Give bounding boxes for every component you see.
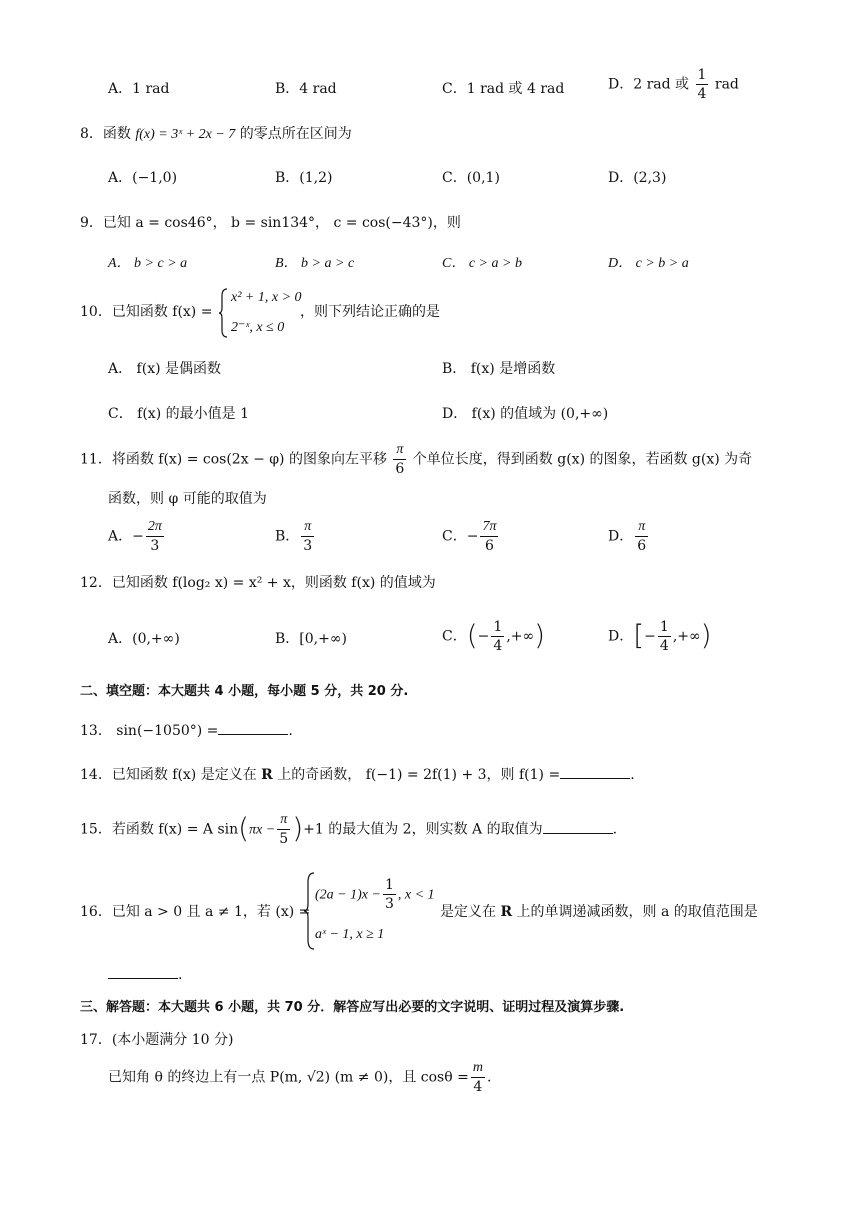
q11-stem-line-2: 函数，则 φ 可能的取值为: [108, 491, 267, 507]
q15: 15．若函数 f(x) = A sin(πx − $\frac{\pi}{5}$ )+1 的最大值为 2，则实数 A 的取值为 .: [80, 811, 618, 847]
q11-option-b: B． $\frac{\pi}{3}$: [275, 519, 313, 554]
q10-case-2: 2⁻ˣ, x ≤ 0: [231, 320, 285, 335]
answer-blank: [560, 777, 630, 779]
q9-option-d: D． c > b > a: [608, 256, 689, 271]
q9-stem: 9．已知 a = cos46°， b = sin134°， c = cos(−43°)，则: [80, 215, 461, 231]
q7-option-a: A．1 rad: [108, 81, 170, 97]
answer-blank: [218, 733, 288, 735]
answer-blank: [543, 832, 613, 834]
q13: 13． sin(−1050°) = .: [80, 723, 293, 739]
fraction: $\frac{1}{3}$: [384, 877, 394, 912]
q14: 14．已知函数 f(x) 是定义在 R 上的奇函数， f(−1) = 2f(1) + 3，则 f(1) = .: [80, 767, 635, 783]
q9-option-c: C． c > a > b: [442, 256, 522, 271]
fraction: $\frac{1}{4}$: [659, 619, 669, 654]
q17-stem: 已知角 θ 的终边上有一点 P(m, √2) (m ≠ 0)，且 cosθ = $\frac{m}{4}$ .: [108, 1060, 492, 1095]
q11-stem-line-1: 11．将函数 f(x) = cos(2x − φ) 的图象向左平移 $\frac{\pi}{6}$ 个单位长度，得到函数 g(x) 的图象，若函数 g(x) 为奇: [80, 442, 753, 477]
q9-option-a: A． b > c > a: [108, 256, 188, 271]
fraction: $\frac{\pi}{5}$: [279, 812, 289, 847]
q11-option-a: A．− $\frac{2\pi}{3}$: [108, 519, 162, 554]
q16-stem: 16．已知 a > 0 且 a ≠ 1，若 (x) =: [80, 904, 311, 920]
fraction: $\frac{2\pi}{3}$: [147, 519, 162, 554]
answer-blank: [108, 977, 178, 979]
q16-case-1: (2a − 1)x − $\frac{1}{3}$ , x < 1: [315, 877, 435, 912]
fraction: $\frac{1}{4}$: [493, 619, 503, 654]
q10-stem: 10．已知函数 f(x) =: [80, 304, 213, 320]
q7-option-b: B．4 rad: [275, 81, 337, 97]
q7-option-d: D．2 rad 或 $\frac{1}{4}$ rad: [608, 67, 739, 102]
q16-piecewise-brace: [303, 872, 315, 954]
q9-option-b: B． b > a > c: [275, 256, 355, 271]
q12-option-b: B．[0,+∞): [275, 631, 347, 647]
section-2-heading: 二、填空题：本大题共 4 小题，每小题 5 分，共 20 分.: [80, 684, 409, 699]
q12-option-c: C．(− $\frac{1}{4}$ ,+∞): [442, 618, 546, 654]
q10-option-c: C． f(x) 的最小值是 1: [108, 406, 249, 422]
section-3-heading: 三、解答题：本大题共 6 小题，共 70 分．解答应写出必要的文字说明、证明过程及演算步骤.: [80, 1000, 625, 1015]
q12-option-d: D．[− $\frac{1}{4}$ ,+∞): [608, 618, 712, 654]
q8-option-b: B．(1,2): [275, 170, 333, 186]
fraction: $\frac{1}{4}$: [697, 67, 707, 102]
q12-stem: 12．已知函数 f(log₂ x) = x² + x，则函数 f(x) 的值域为: [80, 575, 436, 591]
q10-piecewise-brace: [218, 288, 228, 342]
fraction: $\frac{m}{4}$: [472, 1060, 483, 1095]
q12-option-a: A．(0,+∞): [108, 631, 180, 647]
q10-option-d: D． f(x) 的值域为 (0,+∞): [442, 406, 609, 422]
q10-option-b: B． f(x) 是增函数: [442, 361, 556, 377]
fraction: $\frac{\pi}{6}$: [637, 519, 647, 554]
fraction: $\frac{7\pi}{6}$: [482, 519, 497, 554]
q8-option-c: C．(0,1): [442, 170, 500, 186]
q11-option-d: D． $\frac{\pi}{6}$: [608, 519, 647, 554]
q10-case-1: x² + 1, x > 0: [231, 290, 302, 305]
q8-option-d: D．(2,3): [608, 170, 667, 186]
q8-option-a: A．(−1,0): [108, 170, 178, 186]
q11-option-c: C．− $\frac{7\pi}{6}$: [442, 519, 497, 554]
q10-option-a: A． f(x) 是偶函数: [108, 361, 222, 377]
q17-title: 17．(本小题满分 10 分): [80, 1032, 234, 1048]
q16-answer: .: [108, 968, 182, 982]
q16-case-2: aˣ − 1, x ≥ 1: [315, 927, 385, 942]
q8-stem: 8．函数 f(x) = 3ˣ + 2x − 7 的零点所在区间为: [80, 126, 352, 142]
fraction: $\frac{\pi}{3}$: [303, 519, 313, 554]
q7-option-c: C．1 rad 或 4 rad: [442, 81, 565, 97]
fraction: $\frac{\pi}{6}$: [395, 442, 405, 477]
q10-stem-tail: ，则下列结论正确的是: [300, 304, 440, 320]
q16-stem-tail: 是定义在 R 上的单调递减函数，则 a 的取值范围是: [440, 904, 758, 920]
